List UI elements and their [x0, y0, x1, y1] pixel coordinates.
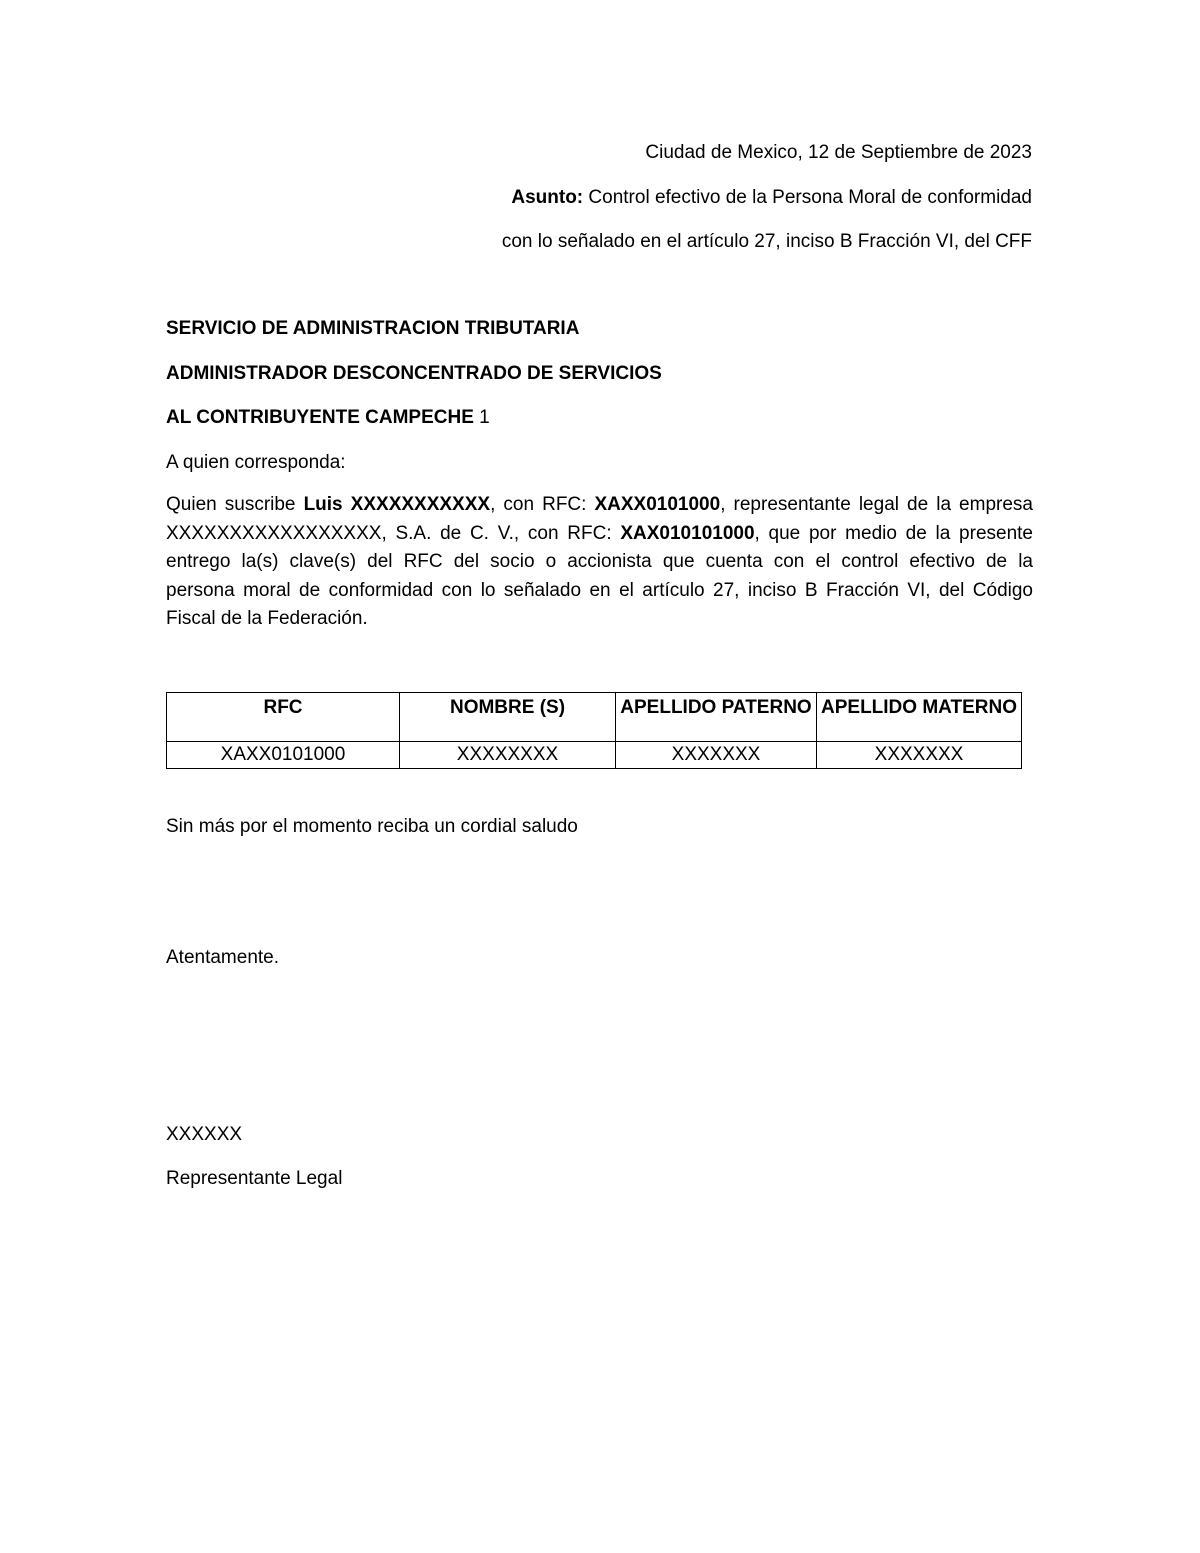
body-line: Fiscal de la Federación. [166, 608, 368, 630]
body-line: entrego la(s) clave(s) del RFC del socio o accionista que cuenta con el control efectivo de la [166, 551, 1033, 573]
body-text: Quien suscribe [166, 494, 304, 515]
body-line [166, 520, 1033, 549]
cell-nombre: XXXXXXXX [400, 742, 616, 769]
signer-name: XXXXXX [166, 1124, 243, 1145]
recipient-line-1: SERVICIO DE ADMINISTRACION TRIBUTARIA [166, 318, 580, 339]
column-header-nombre: NOMBRE (S) [400, 693, 616, 742]
signer-rfc: XAXX0101000 [594, 494, 721, 515]
column-header-apellido-materno: APELLIDO MATERNO [817, 693, 1022, 742]
body-text: , que por medio de la presente [754, 522, 1033, 544]
subject-line-2: con lo señalado en el artículo 27, inciso B Fracción VI, del CFF [501, 231, 1032, 252]
place-date: Ciudad de Mexico, 12 de Septiembre de 2023 [645, 142, 1032, 163]
table-header-row [167, 693, 1022, 742]
signer-title: Representante Legal [166, 1168, 343, 1189]
body-line [166, 491, 1033, 520]
subject-label: Asunto: [511, 187, 584, 208]
cell-apellido-materno: XXXXXXX [817, 742, 1022, 769]
body-line: persona moral de conformidad con lo señalado en el artículo 27, inciso B Fracción VI, del Código [166, 579, 1033, 601]
recipient-line-2: ADMINISTRADOR DESCONCENTRADO DE SERVICIOS [166, 363, 662, 384]
recipient-office: AL CONTRIBUYENTE CAMPECHE [166, 407, 474, 428]
shareholder-table [166, 692, 1022, 769]
body-text: , representante legal de la empresa [720, 494, 1033, 515]
body-text: , con RFC: [490, 494, 595, 515]
signer-name-inline: Luis XXXXXXXXXXX [303, 494, 491, 515]
cell-rfc: XAXX0101000 [167, 742, 400, 769]
recipient-line-3 [166, 406, 490, 430]
subject-text-1: Control efectivo de la Persona Moral de conformidad [583, 187, 1032, 208]
table-row [167, 742, 1022, 769]
greeting: A quien corresponda: [166, 452, 346, 473]
subject-line-1 [511, 186, 1032, 210]
company-rfc: XAX010101000 [620, 522, 755, 544]
column-header-rfc: RFC [167, 693, 400, 742]
column-header-apellido-paterno: APELLIDO PATERNO [616, 693, 817, 742]
closing: Sin más por el momento reciba un cordial saludo [166, 816, 578, 837]
sign-off: Atentamente. [166, 947, 280, 968]
cell-apellido-paterno: XXXXXXX [616, 742, 817, 769]
body-text: XXXXXXXXXXXXXXXXX, S.A. de C. V., con RFC: [166, 522, 621, 544]
body-paragraph [166, 491, 1033, 634]
recipient-office-number: 1 [473, 407, 490, 428]
